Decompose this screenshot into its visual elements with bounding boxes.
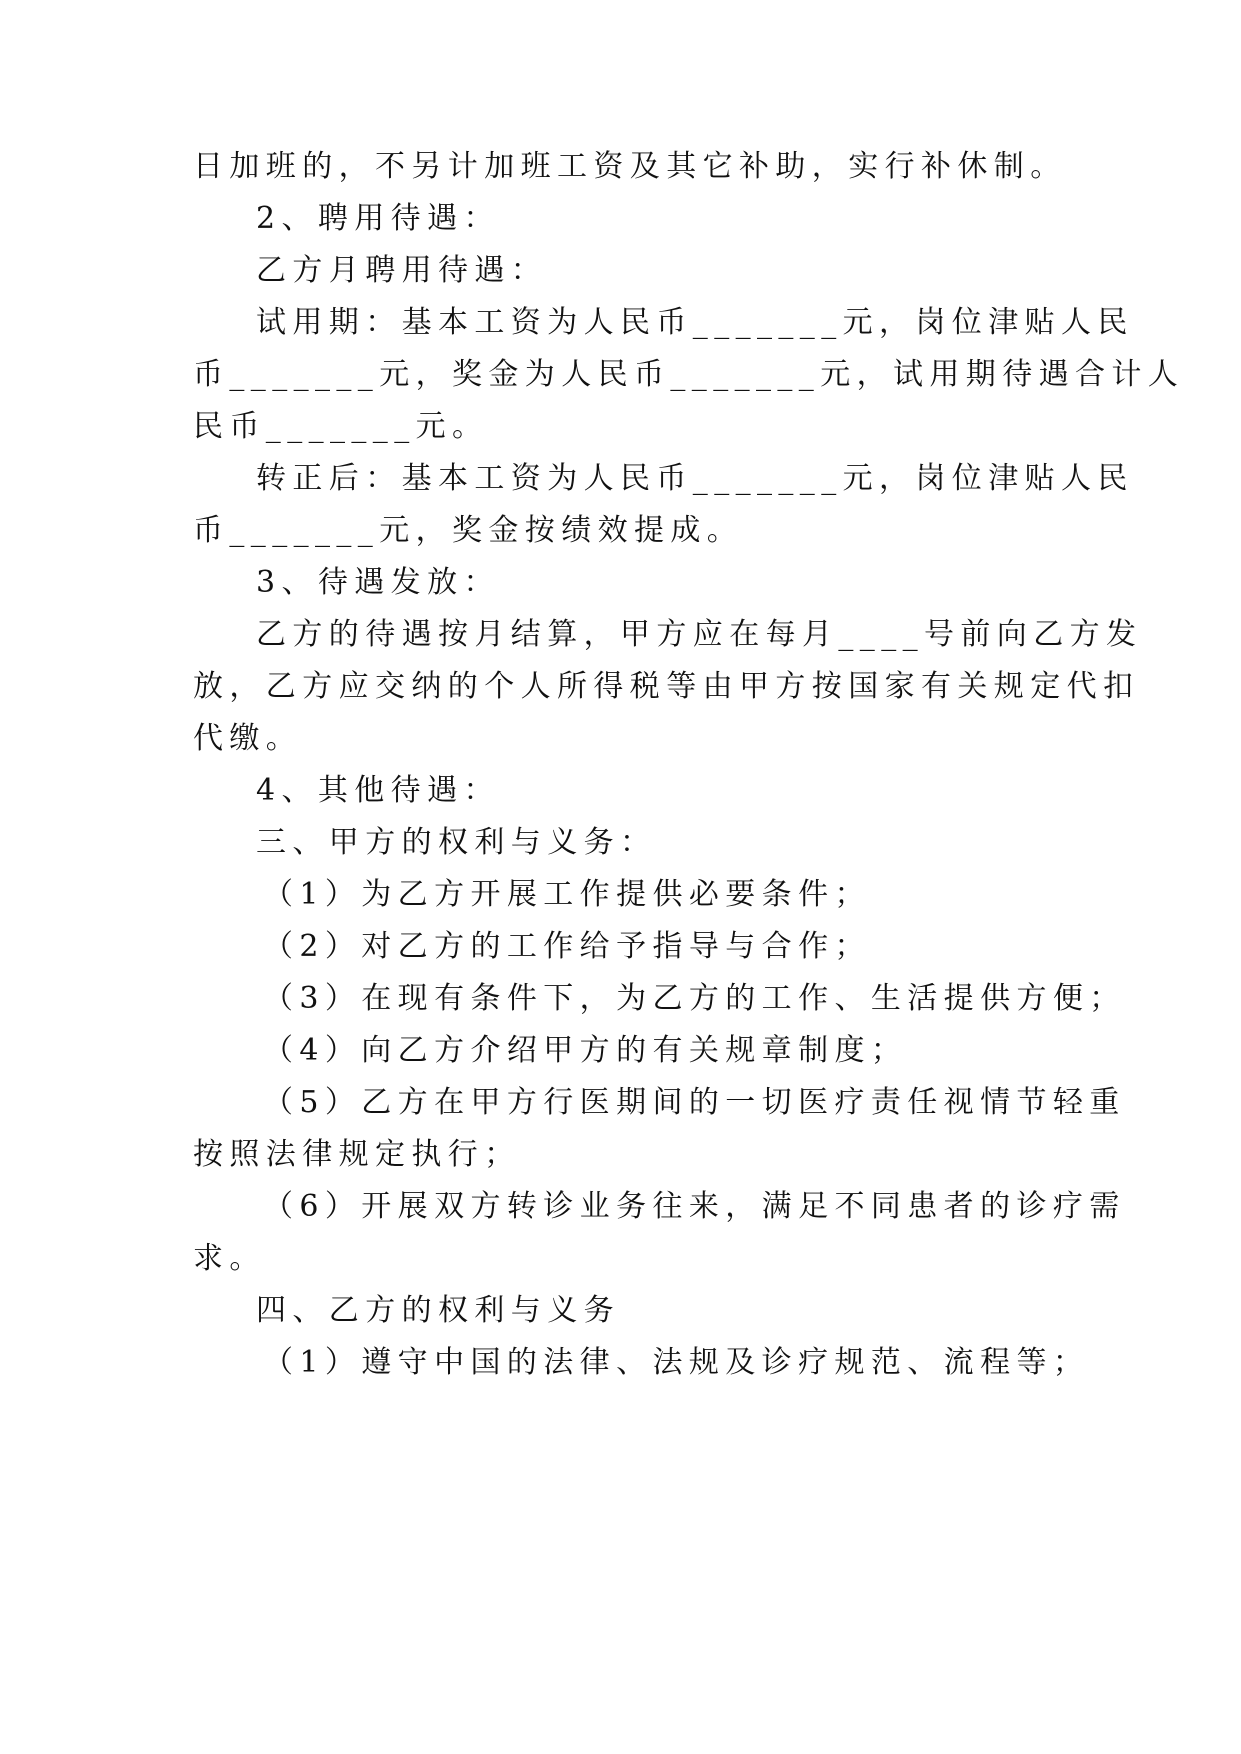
section-heading: 三、甲方的权利与义务：: [256, 825, 657, 860]
section-heading: 2、聘用待遇：: [256, 201, 500, 236]
text-line: 日加班的，不另计加班工资及其它补助，实行补休制。: [193, 149, 1067, 184]
list-item: （6）开展双方转诊业务往来，满足不同患者的诊疗需: [263, 1189, 1126, 1224]
text-line: 币_______元，奖金按绩效提成。: [193, 513, 744, 548]
list-item: （1）遵守中国的法律、法规及诊疗规范、流程等；: [263, 1345, 1090, 1380]
list-item: （3）在现有条件下，为乙方的工作、生活提供方便；: [263, 981, 1126, 1016]
text-line: 乙方的待遇按月结算，甲方应在每月____号前向乙方发: [256, 617, 1143, 652]
text-line: 按照法律规定执行；: [193, 1137, 521, 1172]
section-heading: 4、其他待遇：: [256, 773, 500, 808]
list-item: （5）乙方在甲方行医期间的一切医疗责任视情节轻重: [263, 1085, 1126, 1120]
section-heading: 四、乙方的权利与义务: [256, 1293, 620, 1328]
text-line: 放，乙方应交纳的个人所得税等由甲方按国家有关规定代扣: [193, 669, 1140, 704]
list-item: （1）为乙方开展工作提供必要条件；: [263, 877, 871, 912]
section-heading: 3、待遇发放：: [256, 565, 500, 600]
text-line: 代缴。: [193, 721, 303, 756]
text-line: 转正后：基本工资为人民币_______元，岗位津贴人民: [256, 461, 1134, 496]
text-line: 币_______元，奖金为人民币_______元，试用期待遇合计人: [193, 357, 1185, 392]
text-line: 民币_______元。: [193, 409, 489, 444]
text-line: 求。: [193, 1241, 266, 1276]
list-item: （2）对乙方的工作给予指导与合作；: [263, 929, 871, 964]
list-item: （4）向乙方介绍甲方的有关规章制度；: [263, 1033, 908, 1068]
text-line: 乙方月聘用待遇：: [256, 253, 548, 288]
text-line: 试用期：基本工资为人民币_______元，岗位津贴人民: [256, 305, 1134, 340]
